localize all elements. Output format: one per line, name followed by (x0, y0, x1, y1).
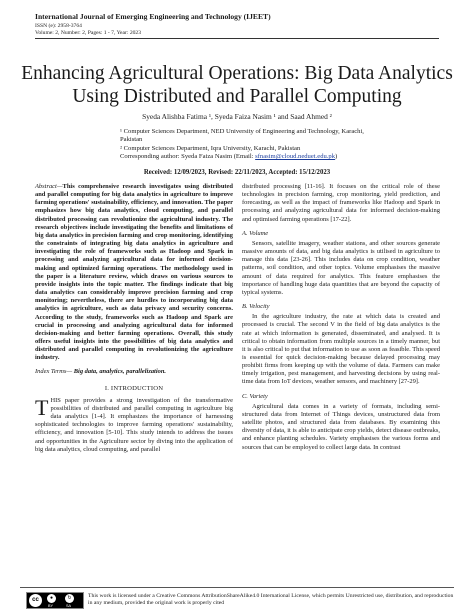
attribution-icon: ● (47, 594, 56, 603)
license-text: This work is licensed under a Creative Commons AttributionShareAlike4.0 International License, which permits Unrestricted use, distribution, and reproduction in any medium, provided the original work is properly cited (88, 593, 454, 607)
journal-name: International Journal of Emerging Engineering and Technology (IJEET) (35, 12, 271, 21)
abstract-label: Abstract— (35, 183, 63, 190)
velocity-text: In the agriculture industry, the rate at which data is created and processed is crucial. The second V in the field of big data analytics is the rate at which information is generated, disseminated, and analysed. It is critical to obtain information from multiple sources in a timely manner, but it is also critical to put that information to use as soon as feasible. This speed is essential for quick decision-making because delayed processing may prohibit firms from keeping up with the volume of data. Farmers can make timely irrigation, pest management, and harvesting decisions by using real-time data from IoT devices, weather sensors, and machinery [27-29]. (242, 313, 440, 386)
subsection-volume: A. Volume (242, 229, 269, 237)
cc-icon: cc (29, 594, 42, 607)
index-terms (35, 368, 233, 376)
header-rule (35, 38, 439, 39)
submission-dates: Received: 12/09/2023, Revised: 22/11/2023, Accepted: 15/12/2023 (143, 169, 331, 176)
subsection-variety: C. Variety (242, 392, 268, 400)
author-list: Syeda Alishba Fatima ¹, Syeda Faiza Nasim ¹ and Saad Ahmed ² (142, 112, 332, 121)
by-label: BY (48, 603, 54, 608)
volume-info: Volume: 2, Number: 2, Pages: 1 - 7, Year: 2023 (35, 29, 142, 36)
intro-paragraph (35, 394, 233, 454)
affiliation-1: ¹ Computer Sciences Department, NED University of Engineering and Technology, Karachi, Pakistan (120, 128, 364, 144)
left-column (35, 183, 233, 454)
abstract (35, 183, 233, 362)
abstract-text: This comprehensive research investigates using distributed and parallel computing for big data analytics in agriculture to improve farming operations' sustainability, efficiency, and innovation. The paper emphasizes how big data analytics, cloud computing, and parallel distributed processing can revolutionize the agricultural industry. The research objectives include investigating the benefits and limitations of big data analytics in precision farming and crop monitoring, identifying the constraints of integrating big data analytics in agriculture and investigating the role of frameworks such as Hadoop and Spark in processing and analyzing agricultural data for informed decision-making and optimized farming operations. The methodology used in the paper is a literature review, which draws on various sources to provide insights into the topic matter. The findings indicate that big data analytics can considerably improve precision farming and crop monitoring; nevertheless, there are hurdles to incorporating big data analytics in agriculture, such as data privacy and security concerns. According to the study, frameworks such as Hadoop and Spark are crucial in processing and analyzing agricultural data for informed decision-making and better farming operations. Overall, this study offers useful insights into the possibilities of big data analytics and distributed and parallel computing in revolutionizing the agriculture industry. (35, 183, 233, 362)
section-heading-introduction: I. INTRODUCTION (104, 384, 164, 392)
sa-label: SA (66, 603, 72, 608)
corresponding-suffix: ) (335, 153, 338, 161)
corresponding-prefix: Corresponding author: Syeda Faiza Nasim (Email: (120, 153, 256, 161)
variety-text: Agricultural data comes in a variety of formats, including semi-structured data from Internet of Things devices, unstructured data from satellite photos, and structured data from databases. By examining this diversity of data, it is able to anticipate crop yields, detect disease outbreaks, and enhance planting schedules. Variety emphasises the various forms and sources that can be employed to collect large data. In contrast (242, 402, 440, 451)
intro-text: HIS paper provides a strong investigation of the transformative possibilities of distributed and parallel computing in agriculture big data analytics [1-4]. It emphasizes the importance of harnessing sophisticated technologies to improve farming operations' sustainability, efficiency, and innovation [5-10]. This study intends to address the issues and opportunities in the Agriculture sector by diving into the application of big data analytics, cloud computing, and parallel (35, 396, 233, 453)
index-terms-label: Index Terms— (35, 368, 73, 376)
footer-rule (20, 587, 454, 588)
email-link[interactable]: sfnasim@cloud.neduet.edu.pk (255, 153, 336, 161)
intro-continued: distributed processing [11-16]. It focuses on the critical role of these technologies in precision farming, crop monitoring, yield prediction, and forecasting, as well as the impact of frameworks like Hadoop and Spark in processing and analyzing agricultural data for informed decision-making and optimised farming operations [17-22]. (242, 183, 440, 223)
affiliations (120, 128, 380, 162)
cc-license-badge[interactable] (26, 592, 84, 609)
share-alike-icon: ↻ (65, 594, 74, 603)
subsection-velocity: B. Velocity (242, 303, 270, 311)
issn: ISSN (e): 2958-3764 (35, 23, 82, 29)
paper-title: Enhancing Agricultural Operations: Big Data Analytics Using Distributed and Parallel Computing (21, 63, 453, 107)
drop-cap: T (35, 394, 49, 420)
right-column (242, 183, 440, 452)
volume-text: Sensors, satellite imagery, weather stations, and other sources generate massive amounts of data, and big data analytics is utilised in agriculture to manage this data [23-26]. This includes data on crop condition, weather patterns, soil condition, and other topics. Volume emphasises the massive amount of data required for analytics. This feature emphasises the importance of handling huge data quantities that are beyond the capacity of typical systems. (242, 239, 440, 296)
index-terms-text: Big data, analytics, parallelization. (72, 368, 167, 376)
corresponding-author (120, 153, 380, 161)
affiliation-2: ² Computer Sciences Department, Iqra University, Karachi, Pakistan (120, 144, 301, 152)
